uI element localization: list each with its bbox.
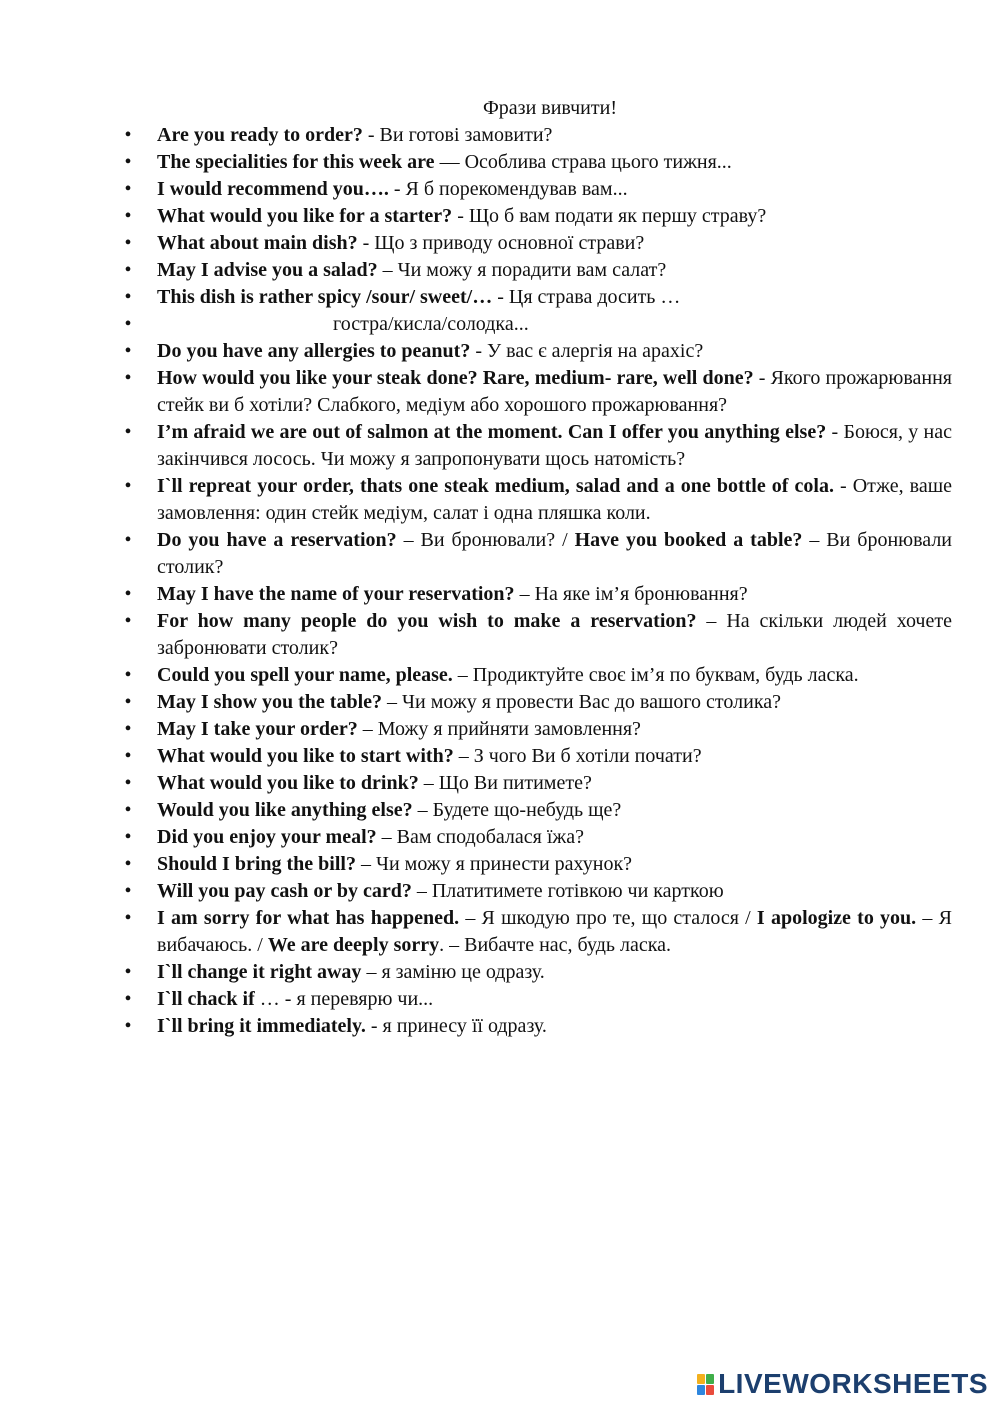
english-phrase: I am sorry for what has happened. [157,907,460,929]
bullet-icon: • [124,1015,132,1037]
logo-mark-square [697,1374,705,1384]
phrase-item [118,1013,952,1040]
bullet-icon: • [124,853,132,875]
phrase-item [118,662,952,689]
english-phrase: I would recommend you…. [157,178,389,200]
bullet-icon: • [124,907,132,929]
english-phrase: The specialities for this week are [157,151,435,173]
english-phrase: How would you like your steak done? Rare, medium- rare, well done? [157,367,754,389]
ukrainian-translation: - Я б порекомендував вам... [388,178,628,200]
english-phrase: What about main dish? [157,232,358,254]
phrase-item [118,770,952,797]
phrase-item [118,311,952,338]
english-phrase: We are deeply sorry [267,934,440,956]
ukrainian-translation: — Особлива страва цього тижня... [434,151,732,173]
phrase-text [157,529,952,578]
ukrainian-translation: – Продиктуйте своє ім’я по буквам, будь ласка. [452,664,859,686]
english-phrase: What would you like to drink? [157,772,419,794]
bullet-icon: • [124,961,132,983]
ukrainian-translation: – Ви бронювали? / [396,529,575,551]
bullet-icon: • [124,367,132,389]
bullet-icon: • [124,475,132,497]
english-phrase: I apologize to you. [756,907,917,929]
english-phrase: Will you pay cash or by card? [157,880,412,902]
phrase-text [157,367,952,416]
bullet-icon: • [124,151,132,173]
phrase-item [118,365,952,419]
ukrainian-translation: – Будете що-небудь ще? [412,799,622,821]
phrase-text [157,610,952,659]
ukrainian-translation: – Вам сподобалася їжа? [376,826,584,848]
phrase-item [118,338,952,365]
phrase-text [157,421,952,470]
bullet-icon: • [124,124,132,146]
phrase-text [157,232,644,254]
phrase-item [118,176,952,203]
english-phrase: Have you booked a table? [574,529,803,551]
phrase-item [118,473,952,527]
phrase-item [118,905,952,959]
bullet-icon: • [124,745,132,767]
bullet-icon: • [124,664,132,686]
english-phrase: May I advise you a salad? [157,259,378,281]
ukrainian-translation: – Що Ви питимете? [418,772,592,794]
bullet-icon: • [124,718,132,740]
phrase-item [118,149,952,176]
english-phrase: Would you like anything else? [157,799,413,821]
bullet-icon: • [124,421,132,443]
phrase-text [157,745,702,767]
page-title: Фрази вивчити! [483,97,617,119]
logo-mark-square [706,1385,714,1395]
ukrainian-translation: – Я шкодую про те, що сталося / [459,907,757,929]
ukrainian-translation: – Можу я прийняти замовлення? [357,718,641,740]
english-phrase: May I have the name of your reservation? [157,583,515,605]
ukrainian-translation: . – Вибачте нас, будь ласка. [439,934,672,956]
english-phrase: Could you spell your name, please. [157,664,453,686]
english-phrase: Are you ready to order? [157,124,363,146]
phrase-item [118,608,952,662]
phrase-text [157,664,859,686]
ukrainian-translation: - Якого прожарювання стейк ви б хотіли? Слабкого, медіум або хорошого прожарювання? [157,367,952,416]
phrase-text [157,311,529,338]
english-phrase: What would you like to start with? [157,745,454,767]
bullet-icon: • [124,610,132,632]
english-phrase: I`ll change it right away [157,961,362,983]
logo-mark-square [706,1374,714,1384]
phrase-item [118,797,952,824]
ukrainian-translation: – Чи можу я принести рахунок? [355,853,633,875]
ukrainian-translation: - Отже, ваше замовлення: один стейк медіум, салат і одна пляшка коли. [157,475,953,524]
logo-mark-square [697,1385,705,1395]
phrase-item [118,851,952,878]
phrase-text [157,151,732,173]
phrase-text [157,826,584,848]
phrase-text [157,718,641,740]
phrase-text [157,286,680,308]
ukrainian-translation: - Що б вам подати як першу страву? [452,205,767,227]
phrase-item [118,257,952,284]
ukrainian-translation: – На скільки людей хочете забронювати столик? [157,610,952,659]
phrase-item [118,878,952,905]
phrase-text [157,178,628,200]
english-phrase: Do you have a reservation? [157,529,397,551]
ukrainian-translation: … - я перевярю чи... [254,988,434,1010]
bullet-icon: • [124,178,132,200]
bullet-icon: • [124,988,132,1010]
phrase-item [118,716,952,743]
phrase-item [118,230,952,257]
ukrainian-translation: - Боюся, у нас закінчився лосось. Чи можу я запропонувати щось натомість? [157,421,953,470]
phrase-text [157,259,666,281]
bullet-icon: • [124,232,132,254]
ukrainian-translation: – Ви бронювали столик? [157,529,953,578]
phrase-text [157,799,621,821]
phrase-text [157,475,952,524]
english-phrase: May I take your order? [157,718,358,740]
bullet-icon: • [124,286,132,308]
ukrainian-translation: - У вас є алергія на арахіс? [470,340,704,362]
english-phrase: I`ll bring it immediately. [157,1015,366,1037]
liveworksheets-logo-text: LIVEWORKSHEETS [718,1368,988,1399]
phrase-item [118,689,952,716]
phrase-item [118,527,952,581]
ukrainian-translation: - Ця страва досить … [492,286,681,308]
phrase-item [118,122,952,149]
phrase-item [118,419,952,473]
english-phrase: I`ll chack if [157,988,255,1010]
bullet-icon: • [124,691,132,713]
phrase-item [118,824,952,851]
ukrainian-translation: – З чого Ви б хотіли почати? [453,745,702,767]
phrase-text [157,124,552,146]
ukrainian-translation: – На яке ім’я бронювання? [514,583,748,605]
english-phrase: I’m afraid we are out of salmon at the moment. Can I offer you anything else? [157,421,827,443]
phrase-text [157,907,952,956]
phrase-item [118,203,952,230]
phrase-text [157,1015,547,1037]
english-phrase: What would you like for a starter? [157,205,453,227]
bullet-icon: • [124,313,132,335]
phrase-text [157,340,703,362]
ukrainian-translation: гостра/кисла/солодка... [333,313,529,335]
phrase-text [157,988,433,1010]
phrase-text [157,772,592,794]
ukrainian-translation: – Чи можу я провести Вас до вашого столика? [382,691,781,713]
english-phrase: I`ll repreat your order, thats one steak medium, salad and a one bottle of cola. [157,475,834,497]
english-phrase: Did you enjoy your meal? [157,826,377,848]
ukrainian-translation: – Чи можу я порадити вам салат? [377,259,667,281]
phrase-item [118,284,952,311]
phrase-text [157,880,724,902]
bullet-icon: • [124,772,132,794]
ukrainian-translation: - Ви готові замовити? [362,124,553,146]
phrase-text [157,583,748,605]
phrase-item [118,986,952,1013]
liveworksheets-logo[interactable] [697,1368,988,1400]
phrase-text [157,853,632,875]
liveworksheets-logo-mark-icon [697,1374,714,1395]
english-phrase: For how many people do you wish to make a reservation? [157,610,697,632]
phrase-text [157,691,781,713]
bullet-icon: • [124,583,132,605]
phrase-item [118,743,952,770]
ukrainian-translation: – Я вибачаюсь. / [157,907,952,956]
ukrainian-translation: - Що з приводу основної страви? [357,232,645,254]
bullet-icon: • [124,340,132,362]
ukrainian-translation: - я принесу її одразу. [365,1015,547,1037]
phrase-list [118,122,952,1040]
english-phrase: Should I bring the bill? [157,853,356,875]
english-phrase: This dish is rather spicy /sour/ sweet/… [157,286,493,308]
english-phrase: May I show you the table? [157,691,383,713]
bullet-icon: • [124,826,132,848]
bullet-icon: • [124,799,132,821]
phrase-item [118,581,952,608]
phrase-item [118,959,952,986]
ukrainian-translation: – Платитимете готівкою чи карткою [411,880,724,902]
english-phrase: Do you have any allergies to peanut? [157,340,471,362]
phrase-text [157,961,545,983]
phrase-text [157,205,766,227]
ukrainian-translation: – я заміню це одразу. [361,961,545,983]
bullet-icon: • [124,205,132,227]
bullet-icon: • [124,529,132,551]
bullet-icon: • [124,259,132,281]
bullet-icon: • [124,880,132,902]
